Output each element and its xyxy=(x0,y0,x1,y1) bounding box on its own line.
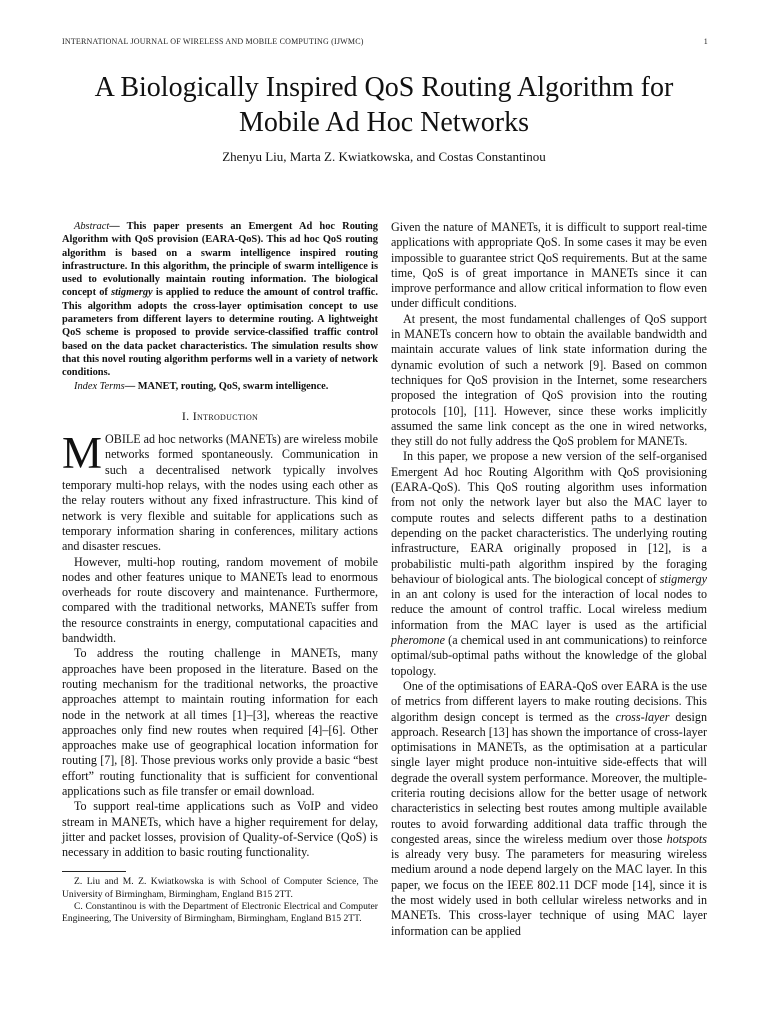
author-list: Zhenyu Liu, Marta Z. Kwiatkowska, and Costas Constantinou xyxy=(222,149,546,164)
abstract-text-1: This paper presents an Emergent Ad hoc Routing Algorithm with QoS provision (EARA-QoS). This ad hoc QoS routing algorithm is based on a swarm intelligence inspired routing infrastructure. In this algorithm, the principle of swarm intelligence is used to evolutionally maintain routing information. The biological concept of xyxy=(62,221,378,299)
intro-first-word: OBILE xyxy=(105,432,141,447)
hotspots-term: hotspots xyxy=(666,831,707,846)
title-line-1: A Biologically Inspired QoS Routing Algorithm for xyxy=(94,72,674,103)
intro-paragraph-3: To address the routing challenge in MANETs, many approaches have been proposed in the literature. Based on the routing mechanism for the traditional networks, the proactive approaches attempt to maintain routing information for each node in the network at all times [1]–[3], whereas the reactive approaches only find new routes when required [4]–[6]. Other approaches make use of geographical location information for routing [7], [8]. Those previous works only provide a basic “best effort” routing functionality that is sufficient for conventional applications such as file transfer or email download. xyxy=(62,646,378,798)
index-terms-dash: — xyxy=(124,380,138,392)
abstract-emphasis: stigmergy xyxy=(111,287,153,299)
index-terms-label: Index Terms xyxy=(74,380,125,392)
abstract xyxy=(62,220,378,380)
section-numeral: I. xyxy=(181,408,193,423)
index-terms xyxy=(62,380,378,393)
page-number: 1 xyxy=(703,37,708,46)
body-paragraph-4-text-b: design approach. Research [13] has shown the importance of cross-layer optimisations in MANETs, as the optimisation at a particular single layer might produce non-intuitive side-effects that will degrade the overall system performance. Moreover, the multiple-criteria routing decisions allow for the better usage of network characteristics in selecting best routes among multiple available routes to avoid forwarding additional data traffic through the congested areas, since the wireless medium over those xyxy=(391,709,707,846)
stigmergy-term: stigmergy xyxy=(659,571,707,586)
footnote-affiliation-1: Z. Liu and M. Z. Kwiatkowska is with School of Computer Science, The University of Birmingham, Birmingham, England B15 2TT. xyxy=(62,876,378,900)
body-paragraph-4-text-a: One of the optimisations of EARA-QoS over EARA is the use of metrics from different layers to make routing decisions. This algorithm design concept is termed as the xyxy=(391,678,707,724)
left-column xyxy=(62,220,378,925)
body-paragraph-3-text-c: (a chemical used in ant communications) to reinforce optimal/sub-optimal paths without the knowledge of the global topology. xyxy=(391,633,707,678)
body-paragraph-1: Given the nature of MANETs, it is difficult to support real-time applications with appropriate QoS. In some cases it may be even impossible to guarantee strict QoS requirements. But at the same time, QoS is of great importance in MANETs since it can improve performance and allow critical information to flow even under difficult conditions. xyxy=(391,220,707,311)
body-paragraph-2: At present, the most fundamental challenges of QoS support in MANETs concern how to obtain the available bandwidth and maintain accurate values of link state information during the dynamic evolution of such a network [9]. Based on common techniques for QoS provision in the Internet, some researchers proposed the integration of QoS provision into the routing protocols [10], [11]. However, since these works implicitly assumed the same link concept as the one in wired networks, they still do not fully address the QoS problem for MANETs. xyxy=(391,311,707,449)
footnote-affiliation-2: C. Constantinou is with the Department of Electronic Electrical and Computer Engineering, The University of Birmingham, Birmingham, England B15 2TT. xyxy=(62,900,378,925)
section-heading xyxy=(62,409,378,424)
intro-paragraph-4: To support real-time applications such as VoIP and video stream in MANETs, which have a higher requirement for delay, jitter and packet losses, provision of Quality-of-Service (QoS) is necessary in addition to basic routing functionality. xyxy=(62,799,378,860)
paper-title xyxy=(40,70,728,140)
running-head xyxy=(62,37,708,46)
pheromone-term: pheromone xyxy=(391,633,445,648)
body-paragraph-3-text-b: in an ant colony is used for the interaction of local nodes to reduce the amount of control traffic. Local wireless medium information from the MAC layer is used as the artificial xyxy=(391,587,707,632)
drop-cap: M xyxy=(62,428,103,479)
abstract-label: Abstract xyxy=(74,221,110,232)
intro-paragraph-1-text: ad hoc networks (MANETs) are wireless mobile networks formed spontaneously. Communication in such a decentralised network typically involves temporary multi-hop relays, with the nodes using each other as the relay routers without any fixed infrastructure. This kind of network is very flexible and suitable for applications such as temporary information sharing in conferences, military actions and disaster rescues. xyxy=(62,432,378,554)
body-paragraph-4 xyxy=(391,679,707,939)
cross-layer-term: cross-layer xyxy=(615,709,670,724)
abstract-text-2: is applied to reduce the amount of control traffic. This algorithm adopts the cross-layer optimisation concept to use parameters from different layers to determine routing. A lightweight QoS scheme is proposed to provide service-classified traffic control based on the data packet characteristics. The simulation results show that this novel routing algorithm performs well in a variety of network conditions. xyxy=(62,287,379,379)
footnote-divider xyxy=(62,871,126,872)
body-paragraph-4-text-c: is already very busy. The parameters for measuring wireless medium around a node depend largely on the MAC layer. In this paper, we focus on the IEEE 802.11 DCF mode [14], since it is the most widely used in both cellular wireless networks and in MANETs. This cross-layer technique of using MAC layer information can be applied xyxy=(391,847,707,938)
journal-name: INTERNATIONAL JOURNAL OF WIRELESS AND MOBILE COMPUTING (IJWMC) xyxy=(62,37,364,46)
section-title: Introduction xyxy=(192,408,259,423)
intro-paragraph-1 xyxy=(62,428,378,554)
title-line-2: Mobile Ad Hoc Networks xyxy=(238,107,530,138)
body-paragraph-3 xyxy=(391,449,707,678)
intro-paragraph-2: However, multi-hop routing, random movement of mobile nodes and other features unique to MANETs lead to enormous overheads for route discovery and maintenance. Furthermore, compared with the traditional networks, MANETs suffer from the resource constraints in energy, computational capacities and bandwidth. xyxy=(62,554,378,646)
right-column xyxy=(391,220,707,939)
index-terms-text: MANET, routing, QoS, swarm intelligence. xyxy=(137,380,329,392)
body-paragraph-3-text-a: In this paper, we propose a new version of the self-organised Emergent Ad hoc Routing Algorithm with QoS provisioning (EARA-QoS). This QoS routing algorithm uses information from not only the network layer but also the MAC layer to compute routes and selects different paths to a destination depending on the packet characteristics. The underlying routing infrastructure, EARA originally proposed in [12], is a probabilistic multi-path algorithm inspired by the foraging behaviour of biological ants. The biological concept of xyxy=(391,449,707,586)
abstract-dash: — xyxy=(109,221,127,232)
